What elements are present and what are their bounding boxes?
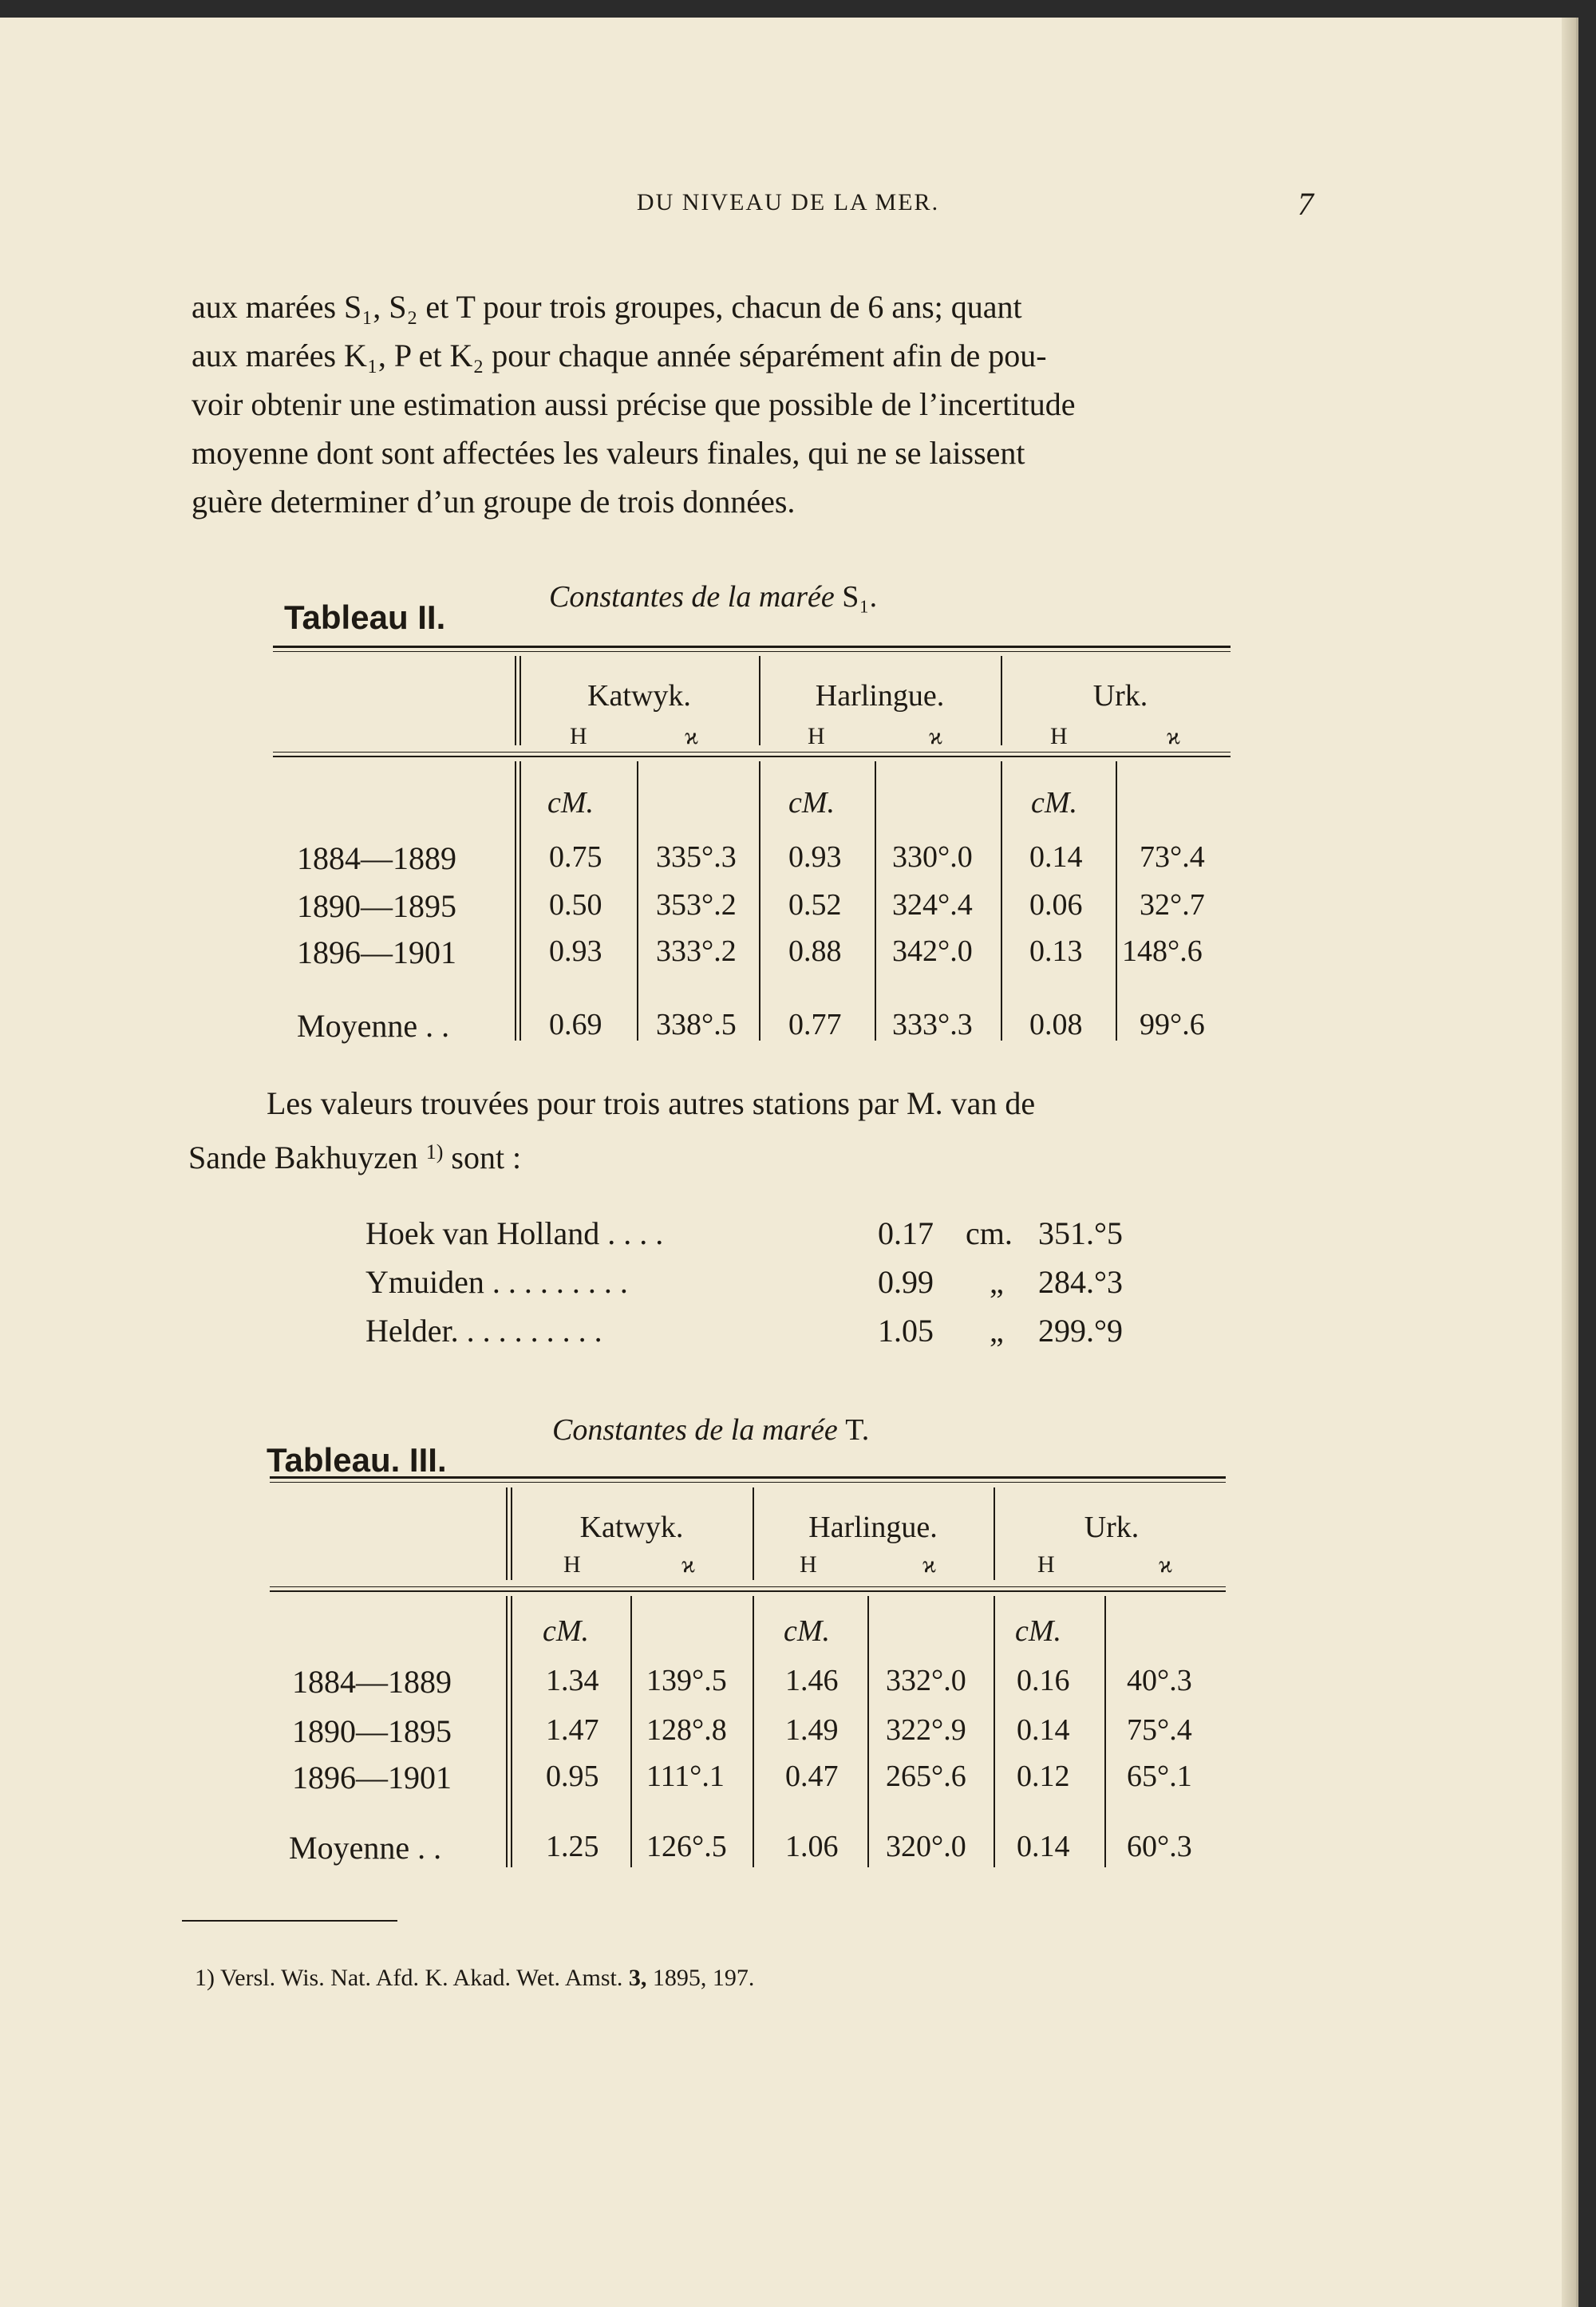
paragraph — [188, 1079, 1317, 1182]
tableau2-caption-symbol: S₁. — [842, 580, 878, 614]
table-cell: 0.16 — [1017, 1664, 1070, 1697]
tableau3-caption-symbol: T. — [845, 1413, 870, 1447]
station-header: Harlingue. — [808, 1511, 938, 1544]
station-value: 1.05 — [878, 1313, 934, 1349]
table-cell: 0.95 — [546, 1760, 599, 1793]
table-cell: 322°.9 — [886, 1713, 966, 1747]
station-header: Urk. — [1092, 679, 1148, 713]
sub-header-kappa: ϰ — [922, 1551, 936, 1578]
intro-paragraph — [192, 282, 1317, 526]
footnote-volume: 3, — [628, 1965, 647, 1991]
sub-header-h: H — [800, 1551, 817, 1578]
running-title: DU NIVEAU DE LA MER. — [636, 189, 940, 215]
table-rule — [273, 646, 1231, 652]
table-cell: 0.69 — [549, 1008, 602, 1041]
station-unit: cm. — [966, 1215, 1013, 1251]
intro-line: guère determiner d’un groupe de trois données. — [192, 484, 796, 519]
table-vline — [506, 1596, 508, 1867]
page-number: 7 — [1298, 186, 1314, 222]
table-cell: 0.88 — [788, 934, 842, 968]
table-cell: 65°.1 — [1127, 1760, 1192, 1793]
table-cell: 73°.4 — [1140, 840, 1205, 874]
table-cell: 338°.5 — [656, 1008, 737, 1041]
row-label: 1896—1901 — [292, 1760, 452, 1795]
footnote-text: Versl. Wis. Nat. Afd. K. Akad. Wet. Amst. — [219, 1965, 623, 1991]
table-cell: 1.06 — [785, 1830, 839, 1863]
tableau2-caption — [549, 579, 877, 614]
table-vline — [994, 1596, 995, 1867]
table-cell: 139°.5 — [646, 1664, 727, 1697]
table-vline — [1116, 761, 1117, 1041]
table-cell: 0.77 — [788, 1008, 842, 1041]
table-vline — [867, 1596, 869, 1867]
tableau3-caption — [552, 1412, 869, 1448]
unit-label: cM. — [788, 786, 836, 820]
sub-header-h: H — [1050, 723, 1068, 749]
table-vline — [753, 1596, 754, 1867]
table-rule — [270, 1476, 1226, 1483]
station-name: Ymuiden . . . . . . . . . — [365, 1264, 628, 1300]
station-value: 0.99 — [878, 1264, 934, 1300]
sub-header-kappa: ϰ — [685, 723, 698, 749]
table-vline — [630, 1596, 632, 1867]
row-label: 1890—1895 — [297, 888, 456, 924]
row-label: 1896—1901 — [297, 934, 456, 970]
table-vline — [637, 761, 638, 1041]
table-cell: 0.08 — [1029, 1008, 1083, 1041]
table-rule — [273, 752, 1231, 757]
table-vline — [506, 1487, 508, 1580]
table-vline — [1104, 1596, 1106, 1867]
station-list — [365, 1209, 1163, 1355]
table-cell: 1.34 — [546, 1664, 599, 1697]
table-cell: 99°.6 — [1140, 1008, 1205, 1041]
table-vline — [515, 761, 516, 1041]
table-cell: 60°.3 — [1127, 1830, 1192, 1863]
station-name: Helder. . . . . . . . . . — [365, 1313, 602, 1349]
sub-header-kappa: ϰ — [1167, 723, 1180, 749]
table-rule — [270, 1586, 1226, 1592]
table-vline — [511, 1596, 512, 1867]
tableau3-label: Tableau. III. — [267, 1441, 447, 1479]
table-cell: 0.75 — [549, 840, 602, 874]
table-cell: 0.12 — [1017, 1760, 1070, 1793]
table-cell: 1.47 — [546, 1713, 599, 1747]
station-row — [365, 1209, 1163, 1258]
paragraph-line — [188, 1128, 1317, 1182]
row-label: Moyenne . . — [289, 1830, 442, 1866]
station-unit: „ — [990, 1264, 1004, 1300]
table-cell: 1.49 — [785, 1713, 839, 1747]
tableau3-caption-text: Constantes de la marée — [552, 1413, 838, 1447]
sub-header-h: H — [563, 1551, 581, 1578]
table-cell: 1.46 — [785, 1664, 839, 1697]
table-cell: 333°.3 — [892, 1008, 973, 1041]
table-cell: 0.52 — [788, 888, 842, 922]
paragraph-text: sont : — [451, 1140, 522, 1175]
table-cell: 40°.3 — [1127, 1664, 1192, 1697]
page — [0, 18, 1578, 2307]
table-vline — [515, 656, 516, 745]
table-vline — [875, 761, 876, 1041]
row-label: Moyenne . . — [297, 1008, 450, 1044]
table-cell: 111°.1 — [646, 1760, 725, 1793]
unit-label: cM. — [1015, 1614, 1062, 1648]
station-name: Hoek van Holland . . . . — [365, 1215, 664, 1251]
station-header: Urk. — [1084, 1511, 1140, 1544]
station-unit: „ — [990, 1313, 1004, 1349]
footnote-rule — [182, 1920, 397, 1922]
table-cell: 265°.6 — [886, 1760, 966, 1793]
table-cell: 353°.2 — [656, 888, 737, 922]
station-header: Katwyk. — [587, 679, 691, 713]
sub-header-h: H — [570, 723, 587, 749]
station-row — [365, 1306, 1163, 1355]
table-vline — [519, 761, 521, 1041]
table-cell: 0.14 — [1017, 1830, 1070, 1863]
footnote-reference[interactable]: 1) — [425, 1140, 444, 1163]
row-label: 1890—1895 — [292, 1713, 452, 1749]
table-cell: 0.13 — [1029, 934, 1083, 968]
table-cell: 148°.6 — [1122, 934, 1203, 968]
station-header: Harlingue. — [815, 679, 945, 713]
intro-line: aux marées K₁, P et K₂ pour chaque année séparément afin de pou- — [192, 338, 1047, 373]
table-cell: 333°.2 — [656, 934, 737, 968]
unit-label: cM. — [1031, 786, 1078, 820]
row-label: 1884—1889 — [292, 1664, 452, 1700]
table-cell: 1.25 — [546, 1830, 599, 1863]
intro-line: aux marées S₁, S₂ et T pour trois groupes, chacun de 6 ans; quant — [192, 289, 1022, 325]
table-cell: 335°.3 — [656, 840, 737, 874]
table-cell: 330°.0 — [892, 840, 973, 874]
table-cell: 128°.8 — [646, 1713, 727, 1747]
table-vline — [1001, 761, 1002, 1041]
table-cell: 0.47 — [785, 1760, 839, 1793]
intro-line: voir obtenir une estimation aussi précise que possible de l’incertitude — [192, 386, 1076, 422]
table-cell: 75°.4 — [1127, 1713, 1192, 1747]
footnote-citation: 1895, 197. — [652, 1965, 755, 1991]
station-value: 0.17 — [878, 1215, 934, 1251]
paragraph-text: Sande Bakhuyzen — [188, 1140, 418, 1175]
sub-header-kappa: ϰ — [681, 1551, 695, 1578]
station-row — [365, 1258, 1163, 1306]
unit-label: cM. — [543, 1614, 590, 1648]
table-cell: 0.14 — [1029, 840, 1083, 874]
page-edge — [1562, 18, 1576, 2307]
table-cell: 324°.4 — [892, 888, 973, 922]
table-cell: 332°.0 — [886, 1664, 966, 1697]
tableau2-label: Tableau II. — [284, 598, 446, 636]
station-angle: 351.°5 — [1038, 1215, 1123, 1251]
sub-header-h: H — [1037, 1551, 1055, 1578]
table-cell: 0.14 — [1017, 1713, 1070, 1747]
table-cell: 0.50 — [549, 888, 602, 922]
station-angle: 284.°3 — [1038, 1264, 1123, 1300]
row-label: 1884—1889 — [297, 840, 456, 876]
footnote-mark: 1) — [195, 1965, 215, 1991]
table-cell: 126°.5 — [646, 1830, 727, 1863]
table-vline — [759, 761, 760, 1041]
table-cell: 342°.0 — [892, 934, 973, 968]
unit-label: cM. — [784, 1614, 831, 1648]
table-cell: 0.93 — [549, 934, 602, 968]
sub-header-h: H — [808, 723, 825, 749]
tableau2-caption-text: Constantes de la marée — [549, 580, 835, 614]
station-header: Katwyk. — [579, 1511, 684, 1544]
paragraph-line: Les valeurs trouvées pour trois autres stations par M. van de — [267, 1085, 1036, 1121]
table-cell: 320°.0 — [886, 1830, 966, 1863]
sub-header-kappa: ϰ — [929, 723, 942, 749]
station-angle: 299.°9 — [1038, 1313, 1123, 1349]
sub-header-kappa: ϰ — [1159, 1551, 1172, 1578]
footnote — [195, 1965, 754, 1992]
table-cell: 0.06 — [1029, 888, 1083, 922]
table-cell: 0.93 — [788, 840, 842, 874]
table-cell: 32°.7 — [1140, 888, 1205, 922]
intro-line: moyenne dont sont affectées les valeurs finales, qui ne se laissent — [192, 435, 1025, 471]
unit-label: cM. — [547, 786, 595, 820]
